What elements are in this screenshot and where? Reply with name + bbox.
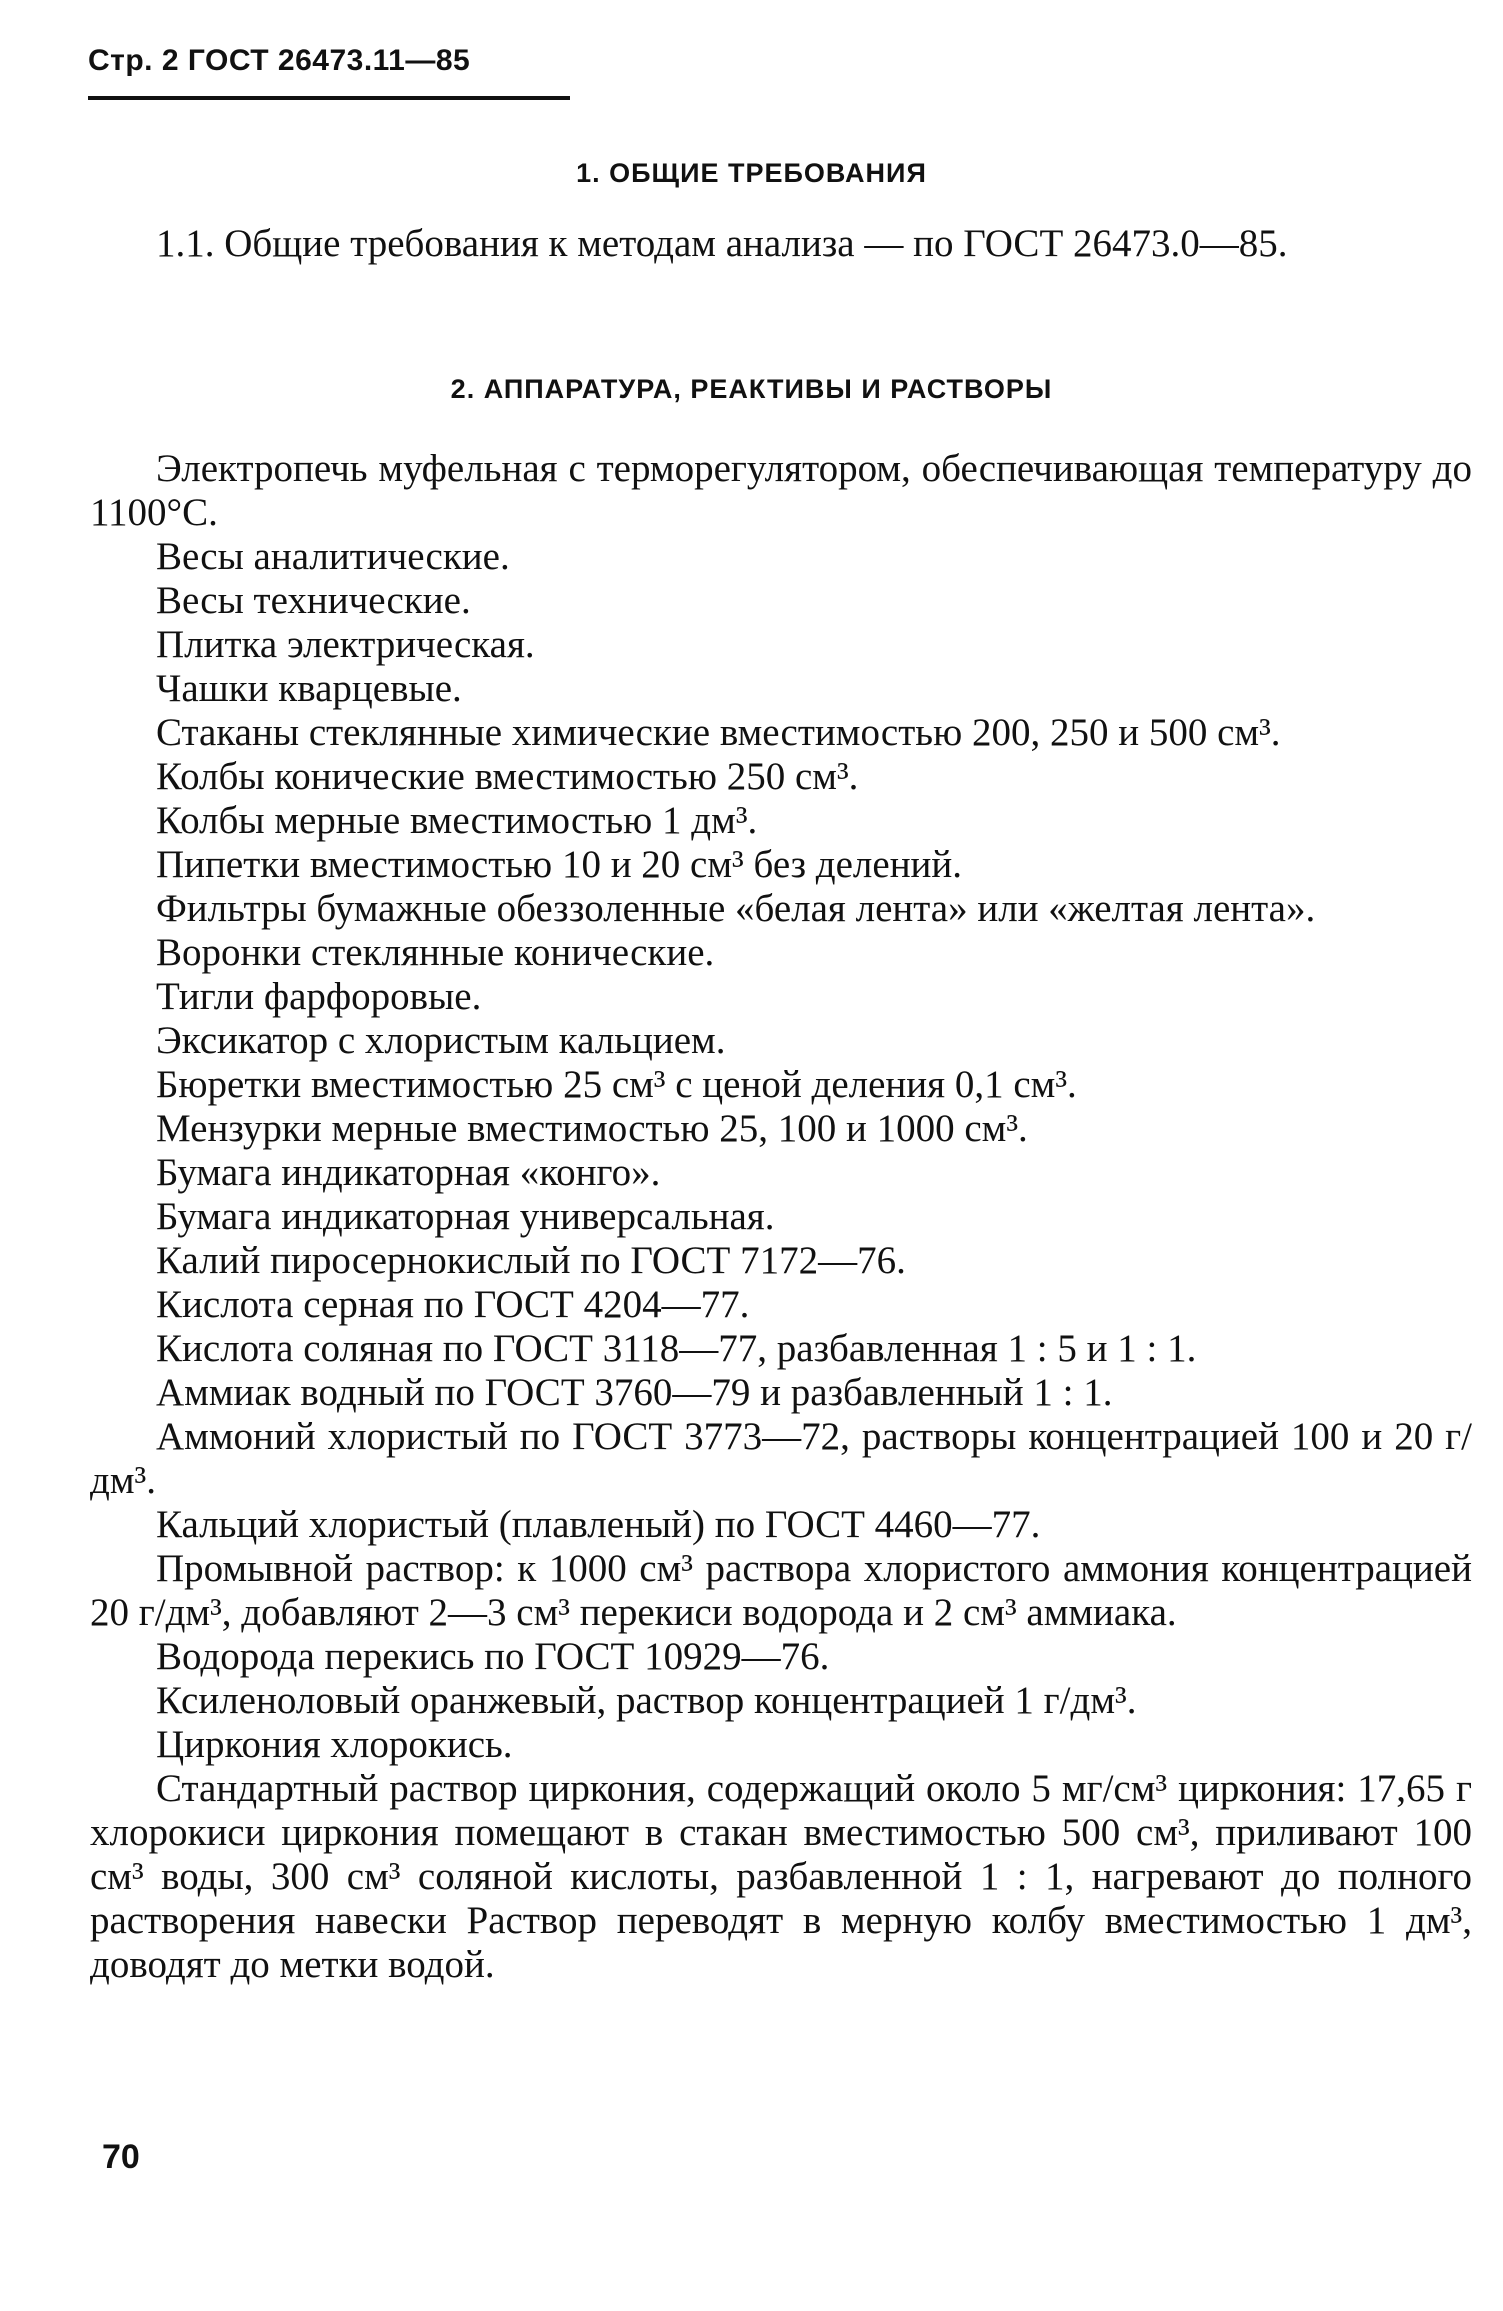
section-1-body xyxy=(90,222,1472,266)
list-item: Бюретки вместимостью 25 см³ с ценой деления 0,1 см³. xyxy=(156,1063,1077,1106)
list-item: Весы технические. xyxy=(156,579,471,622)
list-item: Аммоний хлористый по ГОСТ 3773—72, растворы концентрацией 100 и 20 г/дм³. xyxy=(90,1415,1472,1502)
list-item: Фильтры бумажные обеззоленные «белая лента» или «желтая лента». xyxy=(156,887,1316,930)
paragraph-1-1: 1.1. Общие требования к методам анализа — по ГОСТ 26473.0—85. xyxy=(156,222,1288,265)
list-item: Колбы конические вместимостью 250 см³. xyxy=(156,755,859,798)
list-item: Тигли фарфоровые. xyxy=(156,975,482,1018)
header-rule xyxy=(88,96,570,100)
list-item: Пипетки вместимостью 10 и 20 см³ без делений. xyxy=(156,843,963,886)
list-item: Мензурки мерные вместимостью 25, 100 и 1000 см³. xyxy=(156,1107,1028,1150)
list-item: Аммиак водный по ГОСТ 3760—79 и разбавленный 1 : 1. xyxy=(156,1371,1113,1414)
list-item: Промывной раствор: к 1000 см³ раствора хлористого аммония концентрацией 20 г/дм³, добавляют 2—3 см³ перекиси водорода и 2 см³ аммиака. xyxy=(90,1547,1472,1634)
list-item: Воронки стеклянные конические. xyxy=(156,931,715,974)
equipment-list xyxy=(90,447,1472,1987)
list-item: Чашки кварцевые. xyxy=(156,667,462,710)
list-item: Циркония хлорокись. xyxy=(156,1723,513,1766)
list-item: Колбы мерные вместимостью 1 дм³. xyxy=(156,799,758,842)
list-item: Весы аналитические. xyxy=(156,535,510,578)
list-item: Водорода перекись по ГОСТ 10929—76. xyxy=(156,1635,830,1678)
running-header: Стр. 2 ГОСТ 26473.11—85 xyxy=(88,44,471,77)
list-item: Эксикатор с хлористым кальцием. xyxy=(156,1019,726,1062)
list-item: Плитка электрическая. xyxy=(156,623,535,666)
list-item: Бумага индикаторная «конго». xyxy=(156,1151,661,1194)
page-number: 70 xyxy=(102,2138,140,2176)
list-item: Калий пиросернокислый по ГОСТ 7172—76. xyxy=(156,1239,906,1282)
list-item: Электропечь муфельная с терморегулятором, обеспечивающая температуру до 1100°С. xyxy=(90,447,1472,534)
list-item: Ксиленоловый оранжевый, раствор концентрацией 1 г/дм³. xyxy=(156,1679,1137,1722)
section-1-title: 1. ОБЩИЕ ТРЕБОВАНИЯ xyxy=(576,158,927,188)
list-item: Бумага индикаторная универсальная. xyxy=(156,1195,775,1238)
list-item: Кислота серная по ГОСТ 4204—77. xyxy=(156,1283,750,1326)
list-item: Кислота соляная по ГОСТ 3118—77, разбавленная 1 : 5 и 1 : 1. xyxy=(156,1327,1197,1370)
list-item: Стандартный раствор циркония, содержащий около 5 мг/см³ циркония: 17,65 г хлорокиси циркония помещают в стакан вместимостью 500 см³, приливают 100 см³ воды, 300 см³ соляной кислоты, разбавленной 1 : 1, нагревают до полного растворения навески Раствор переводят в мерную колбу вместимостью 1 дм³, доводят до метки водой. xyxy=(90,1767,1472,1986)
list-item: Стаканы стеклянные химические вместимостью 200, 250 и 500 см³. xyxy=(156,711,1281,754)
list-item: Кальций хлористый (плавленый) по ГОСТ 4460—77. xyxy=(156,1503,1041,1546)
section-2-title: 2. АППАРАТУРА, РЕАКТИВЫ И РАСТВОРЫ xyxy=(450,374,1053,404)
